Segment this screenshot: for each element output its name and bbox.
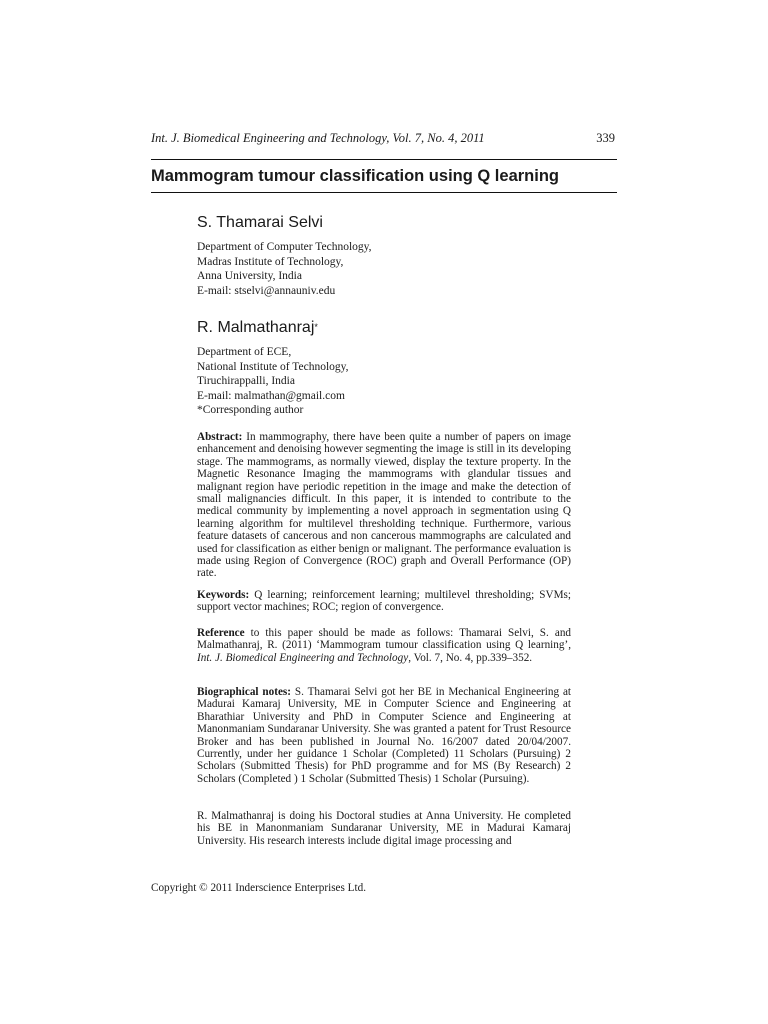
biographical-notes-section (197, 686, 571, 785)
bio-text-2: R. Malmathanraj is doing his Doctoral studies at Anna University. He completed his BE in Manonmaniam Sundaranar University, ME in Madurai Kamaraj University. His research interests include digital image processing and (197, 810, 571, 847)
affiliation-line: Department of Computer Technology, (197, 241, 372, 253)
keywords-section (197, 589, 571, 614)
title-rule-top (151, 159, 617, 160)
affiliation-line: National Institute of Technology, (197, 360, 349, 373)
author-block-1 (197, 213, 571, 298)
reference-section (197, 627, 571, 664)
copyright-footer: Copyright © 2011 Inderscience Enterprises Ltd. (151, 882, 366, 894)
author-affiliation (197, 345, 571, 418)
author-email: E-mail: malmathan@gmail.com (197, 389, 345, 402)
journal-citation: Int. J. Biomedical Engineering and Technology, Vol. 7, No. 4, 2011 (151, 131, 485, 145)
keywords-text: Q learning; reinforcement learning; multilevel thresholding; SVMs; support vector machines; ROC; region of convergence. (197, 589, 571, 614)
author-affiliation (197, 240, 571, 298)
affiliation-line: Madras Institute of Technology, (197, 255, 344, 268)
reference-label: Reference (197, 627, 245, 639)
affiliation-line: Tiruchirappalli, India (197, 375, 295, 388)
author-block-2 (197, 318, 571, 418)
author-email: E-mail: stselvi@annauniv.edu (197, 284, 336, 297)
page-number: 339 (596, 131, 615, 145)
paper-title: Mammogram tumour classification using Q learning (151, 167, 559, 185)
abstract-label: Abstract: (197, 431, 243, 443)
keywords-label: Keywords: (197, 589, 250, 601)
abstract-text: In mammography, there have been quite a number of papers on image enhancement and denoising however segmenting the image is still in its developing stage. The mammograms, as normally viewed, display the texture property. In the Magnetic Resonance Imaging the mammograms with glandular tissues and malignant region have periodic repetition in the image and make the detection of small malignancies difficult. In this paper, it is intended to contribute to the medical community by implementing a novel approach in segmentation using Q learning algorithm for multilevel thresholding technique. Furthermore, various feature datasets of cancerous and non cancerous mammographs are calculated and used for classification as either benign or malignant. The performance evaluation is made using Region of Convergence (ROC) graph and Overall Performance (OP) rate. (197, 431, 572, 580)
author-name: R. Malmathanraj* (197, 319, 318, 336)
corresponding-note: *Corresponding author (197, 404, 304, 417)
reference-text: to this paper should be made as follows: Thamarai Selvi, S. and Malmathanraj, R. (2011) ‘Mammogram tumour classification using Q learning’, (197, 627, 572, 652)
biographical-notes-section-2 (197, 810, 571, 847)
affiliation-line: Anna University, India (197, 270, 302, 283)
bio-label: Biographical notes: (197, 686, 292, 698)
bio-text-1: S. Thamarai Selvi got her BE in Mechanical Engineering at Madurai Kamaraj University, ME in Computer Science and Engineering at Bharathiar University and PhD in Computer Science and Engineering at Manonmaniam Sundaranar University. She was granted a patent for Trust Resource Broker and has been published in Journal No. 16/2007 dated 20/04/2007. Currently, under her guidance 1 Scholar (Completed) 11 Scholars (Pursuing) 2 Scholars (Submitted Thesis) for PhD programme and for MS (By Research) 2 Scholars (Completed ) 1 Scholar (Submitted Thesis) 1 Scholar (Pursuing). (197, 686, 572, 785)
title-rule-bottom (151, 192, 617, 193)
reference-journal: Int. J. Biomedical Engineering and Technology (197, 651, 409, 664)
abstract-section (197, 431, 571, 580)
reference-details: , Vol. 7, No. 4, pp.339–352. (408, 651, 533, 664)
affiliation-line: Department of ECE, (197, 346, 292, 358)
author-name: S. Thamarai Selvi (197, 214, 323, 231)
corresponding-marker: * (314, 322, 318, 332)
running-header (151, 130, 615, 146)
